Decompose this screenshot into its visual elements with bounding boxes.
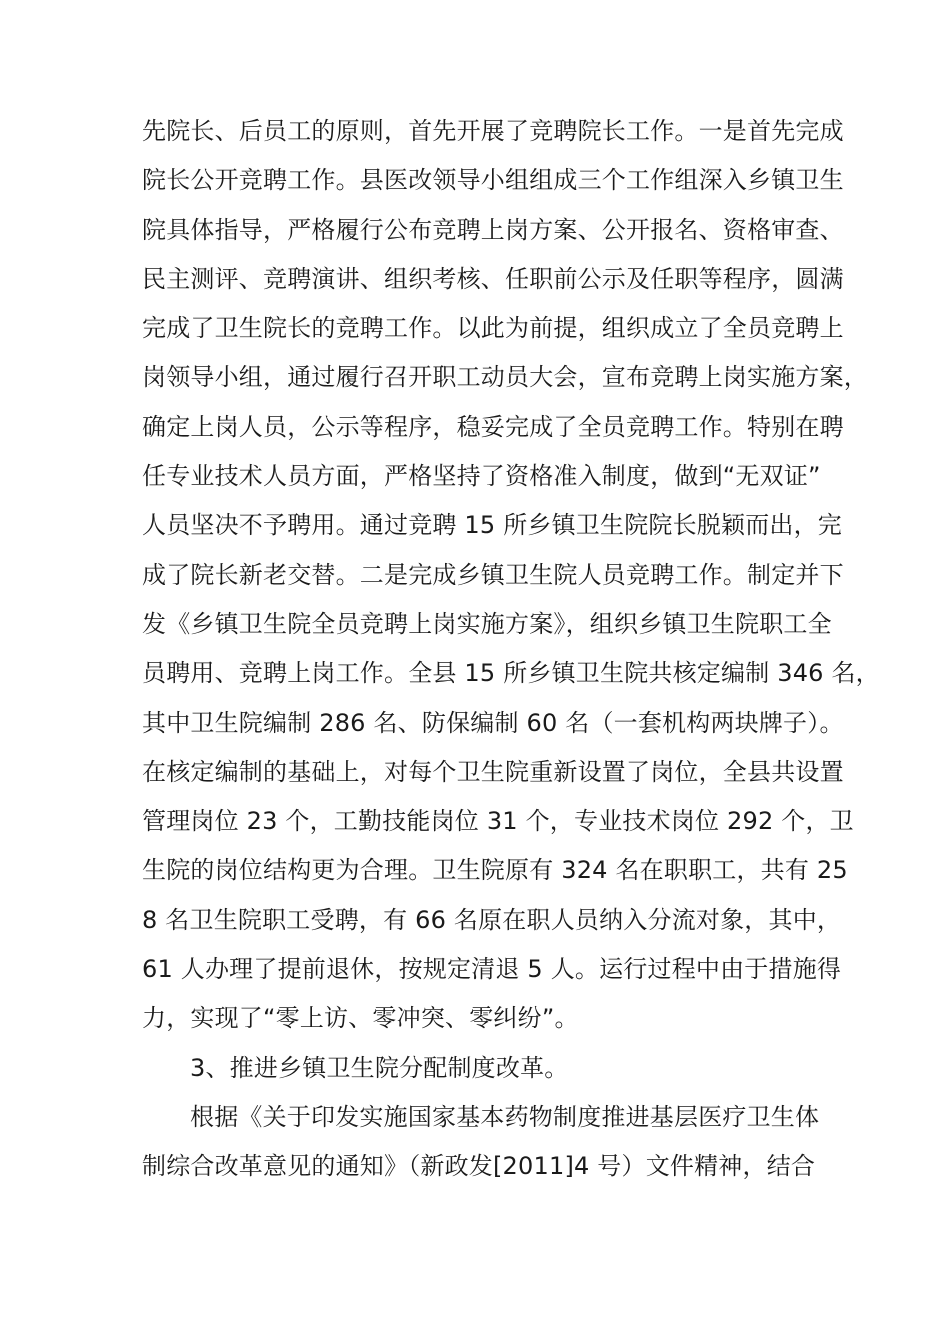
text-line: 8 名卫生院职工受聘，有 66 名原在职人员纳入分流对象，其中， (142, 905, 842, 934)
text-line: 管理岗位 23 个，工勤技能岗位 31 个，专业技术岗位 292 个，卫 (142, 807, 854, 836)
text-line: 院长公开竞聘工作。县医改领导小组组成三个工作组深入乡镇卫生 (142, 166, 844, 195)
text-line: 生院的岗位结构更为合理。卫生院原有 324 名在职职工，共有 25 (142, 856, 848, 885)
text-line: 先院长、后员工的原则，首先开展了竞聘院长工作。一是首先完成 (142, 117, 844, 145)
paragraph-first-line: 根据《关于印发实施国家基本药物制度推进基层医疗卫生体 (190, 1102, 820, 1131)
text-line: 61 人办理了提前退休，按规定清退 5 人。运行过程中由于措施得 (142, 955, 842, 984)
text-line: 员聘用、竞聘上岗工作。全县 15 所乡镇卫生院共核定编制 346 名， (142, 659, 880, 688)
text-line: 成了院长新老交替。二是完成乡镇卫生院人员竞聘工作。制定并下 (142, 560, 844, 589)
text-line: 民主测评、竞聘演讲、组织考核、任职前公示及任职等程序，圆满 (142, 264, 844, 293)
text-line: 院具体指导，严格履行公布竞聘上岗方案、公开报名、资格审查、 (142, 215, 844, 244)
text-line: 力，实现了“零上访、零冲突、零纠纷”。 (142, 1004, 579, 1033)
paragraph-first-line: 3、推进乡镇卫生院分配制度改革。 (190, 1053, 569, 1082)
text-line: 在核定编制的基础上，对每个卫生院重新设置了岗位，全县共设置 (142, 757, 844, 786)
text-line: 人员坚决不予聘用。通过竞聘 15 所乡镇卫生院院长脱颖而出，完 (142, 511, 842, 540)
text-line: 制综合改革意见的通知》（新政发[2011]4 号）文件精神，结合 (142, 1152, 816, 1181)
text-line: 其中卫生院编制 286 名、防保编制 60 名（一套机构两块牌子）。 (142, 708, 844, 737)
text-line: 任专业技术人员方面，严格坚持了资格准入制度，做到“无双证” (142, 462, 821, 491)
text-line: 发《乡镇卫生院全员竞聘上岗实施方案》，组织乡镇卫生院职工全 (142, 609, 832, 638)
text-line: 岗领导小组，通过履行召开职工动员大会，宣布竞聘上岗实施方案， (142, 363, 868, 392)
body-text (142, 107, 880, 1192)
text-line: 确定上岗人员，公示等程序，稳妥完成了全员竞聘工作。特别在聘 (142, 412, 844, 441)
text-line: 完成了卫生院长的竞聘工作。以此为前提，组织成立了全员竞聘上 (142, 314, 844, 343)
